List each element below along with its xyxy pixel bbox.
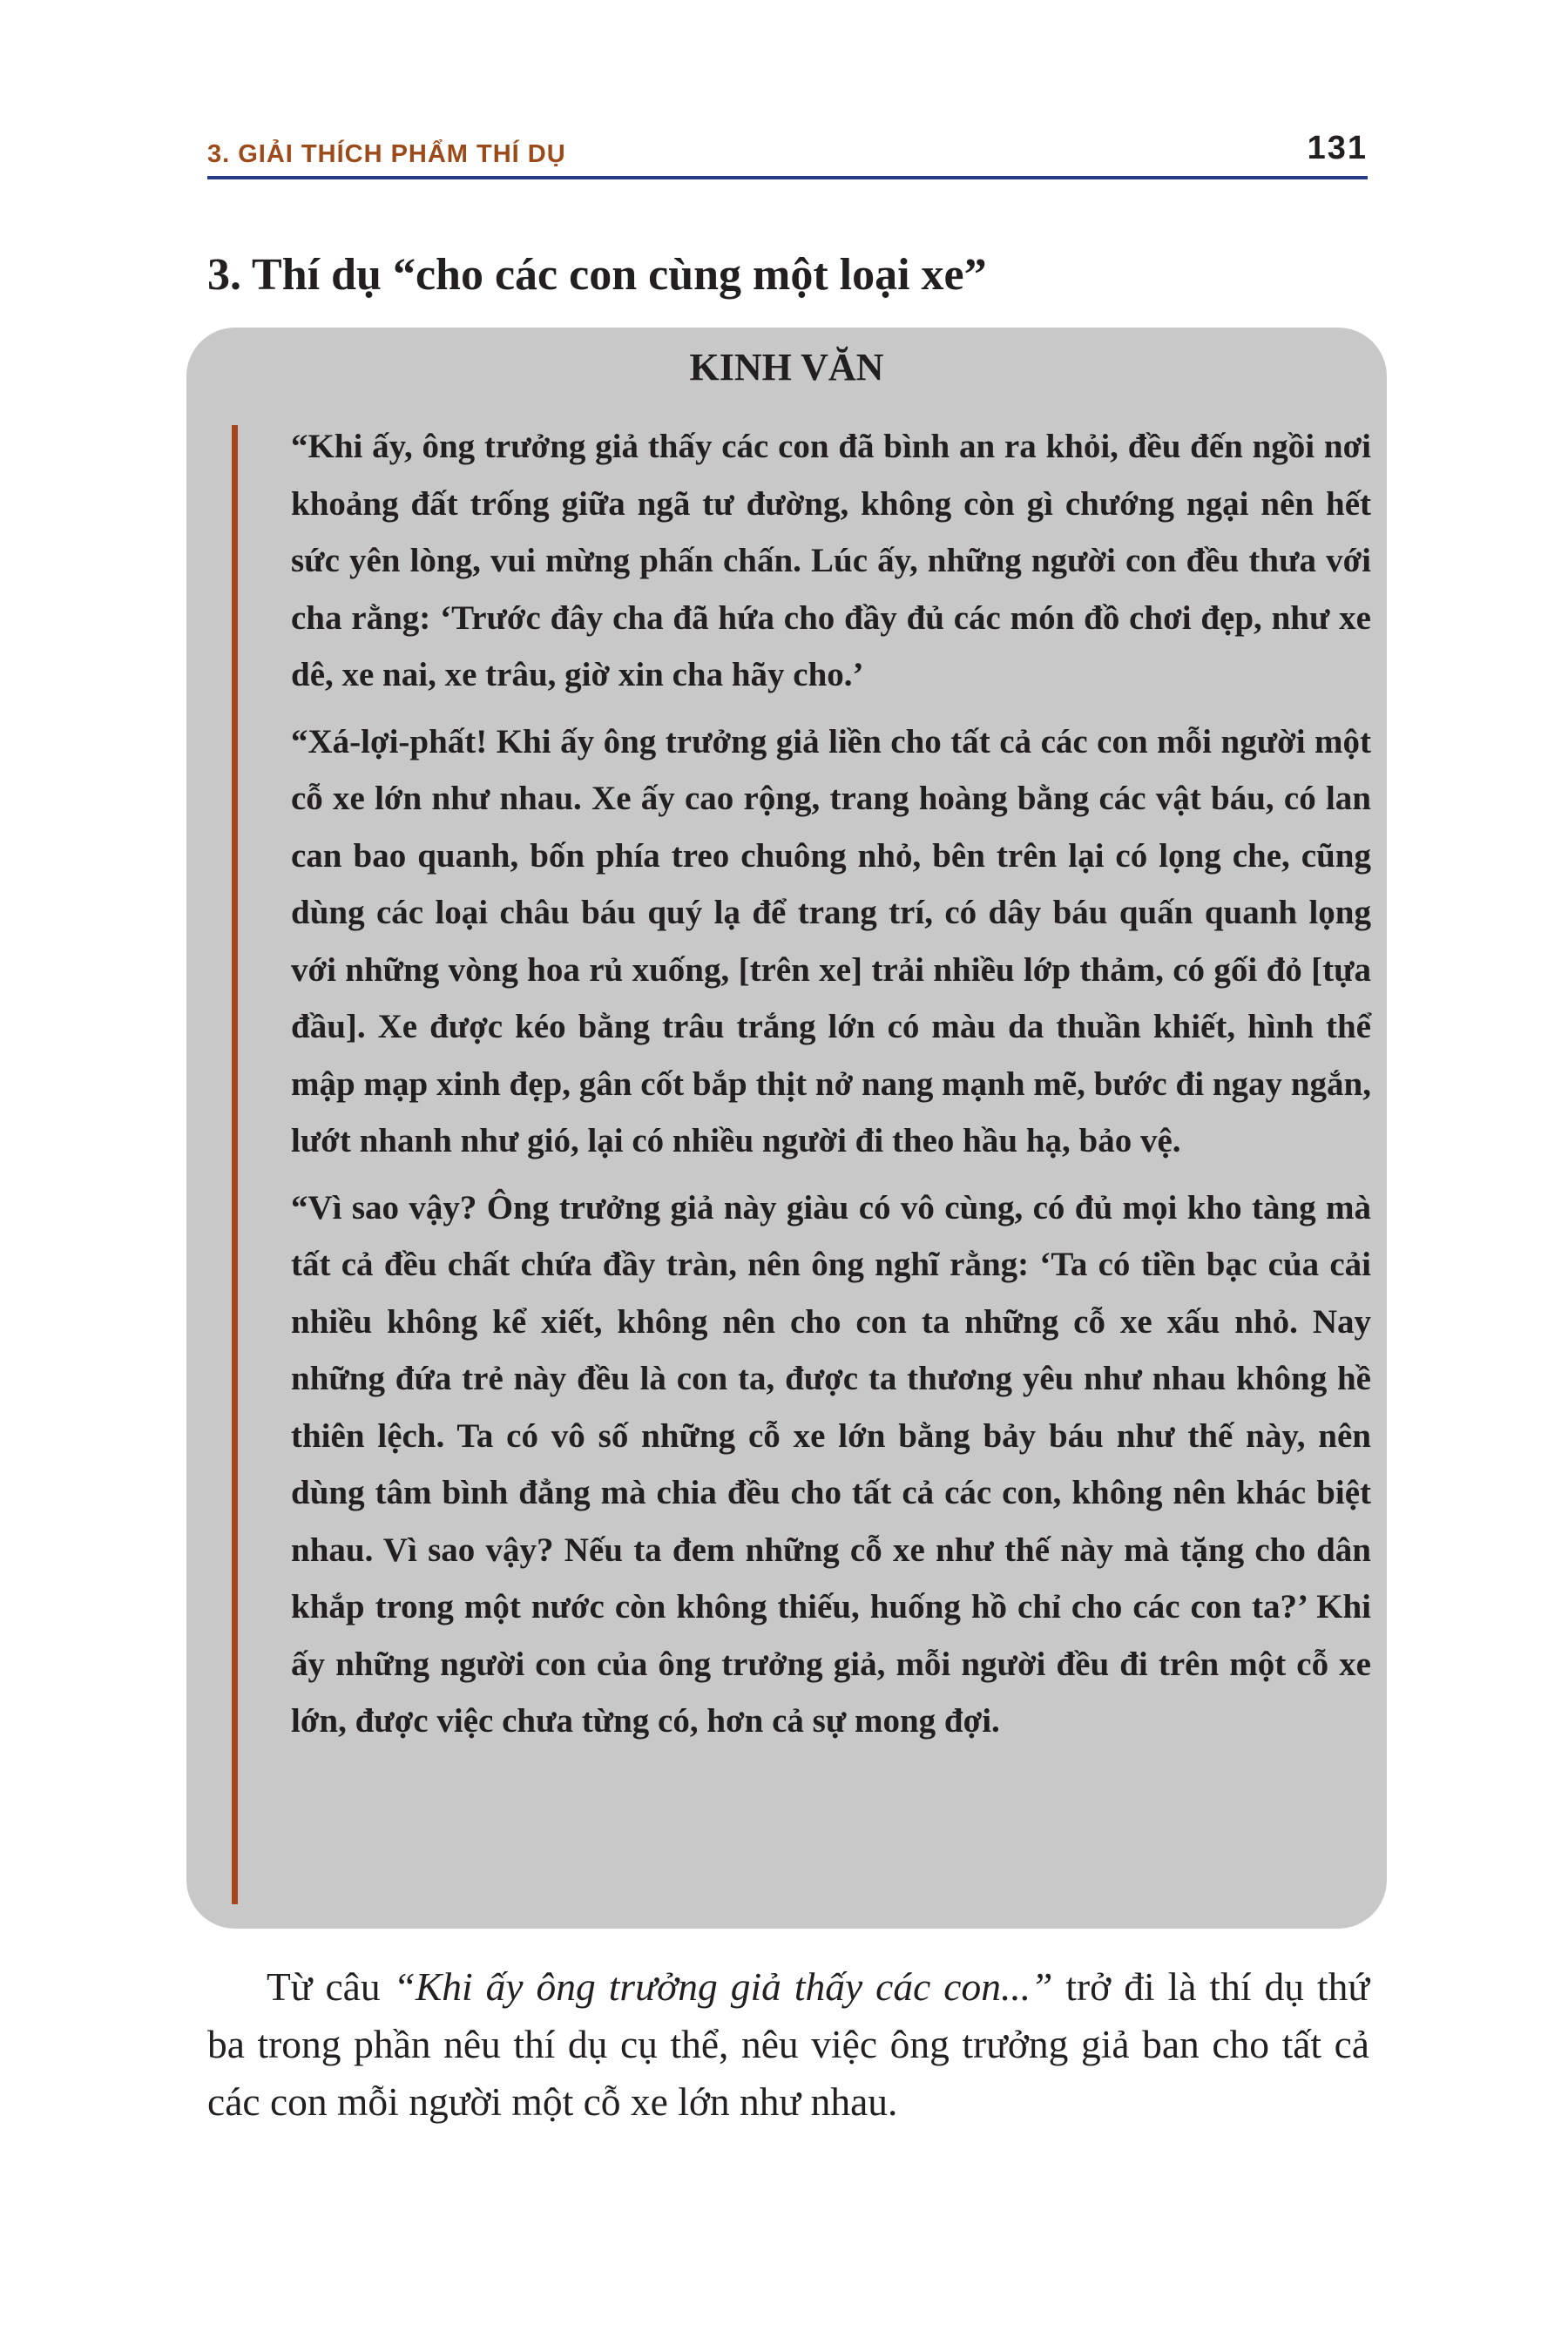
scripture-paragraph: “Xá-lợi-phất! Khi ấy ông trưởng giả liền cho tất cả các con mỗi người một cỗ xe lớn như nhau. Xe ấy cao rộng, trang hoàng bằng các vật báu, có lan can bao quanh, bốn phía treo chuông nhỏ, bên trên lại có lọng che, cũng dùng các loại châu báu quý lạ để trang trí, có dây báu quấn quanh lọng với những vòng hoa rủ xuống, [trên xe] trải nhiều lớp thảm, có gối đỏ [tựa đầu]. Xe được kéo bằng trâu trắng lớn có màu da thuần khiết, hình thể mập mạp xinh đẹp, gân cốt bắp thịt nở nang mạnh mẽ, bước đi ngay ngắn, lướt nhanh như gió, lại có nhiều người đi theo hầu hạ, bảo vệ.	[291, 722, 1371, 1159]
commentary-paragraph	[207, 1958, 1369, 2131]
scripture-title: KINH VĂN	[689, 346, 884, 389]
scripture-box	[186, 328, 1387, 1929]
accent-bar	[232, 425, 238, 1904]
commentary-lead: Từ câu	[267, 1964, 394, 2009]
commentary-quote: “Khi ấy ông trưởng giả thấy các con...”	[393, 1964, 1053, 2009]
page-number: 131	[1307, 130, 1368, 166]
commentary-rest: trở đi là thí dụ thứ ba trong phần nêu thí dụ cụ thể, nêu việc ông trưởng giả ban cho tất cả các con mỗi người một cỗ xe lớn như nhau.	[207, 1964, 1369, 2124]
section-heading: 3. Thí dụ “cho các con cùng một loại xe”	[207, 250, 987, 300]
scripture-paragraph: “Vì sao vậy? Ông trưởng giả này giàu có vô cùng, có đủ mọi kho tàng mà tất cả đều chất chứa đầy tràn, nên ông nghĩ rằng: ‘Ta có tiền bạc của cải nhiều không kể xiết, không nên cho con ta những cỗ xe xấu nhỏ. Nay những đứa trẻ này đều là con ta, được ta thương yêu như nhau không hề thiên lệch. Ta có vô số những cỗ xe lớn bằng bảy báu như thế này, nên dùng tâm bình đẳng mà chia đều cho tất cả các con, không nên khác biệt nhau. Vì sao vậy? Nếu ta đem những cỗ xe như thế này mà tặng cho dân khắp trong một nước còn không thiếu, huống hồ chỉ cho các con ta?’ Khi ấy những người con của ông trưởng giả, mỗi người đều đi trên một cỗ xe lớn, được việc chưa từng có, hơn cả sự mong đợi.	[291, 1188, 1371, 1740]
scripture-body	[291, 418, 1371, 1760]
running-title: 3. GIẢI THÍCH PHẨM THÍ DỤ	[207, 140, 566, 168]
running-header	[207, 131, 1368, 179]
scripture-paragraph: “Khi ấy, ông trưởng giả thấy các con đã bình an ra khỏi, đều đến ngồi nơi khoảng đất trống giữa ngã tư đường, không còn gì chướng ngại nên hết sức yên lòng, vui mừng phấn chấn. Lúc ấy, những người con đều thưa với cha rằng: ‘Trước đây cha đã hứa cho đầy đủ các món đồ chơi đẹp, như xe dê, xe nai, xe trâu, giờ xin cha hãy cho.’	[291, 428, 1371, 693]
